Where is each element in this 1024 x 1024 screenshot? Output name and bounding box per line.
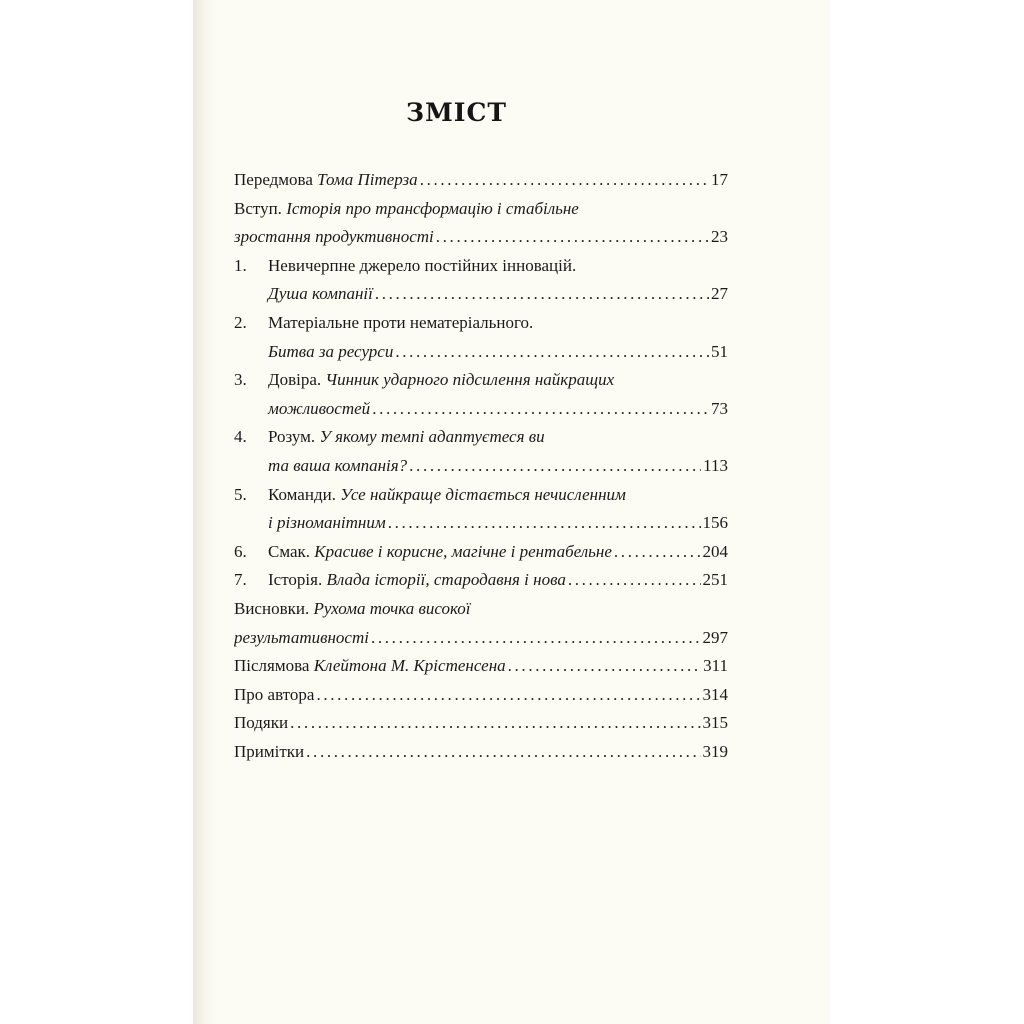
chapter-number: 6. bbox=[234, 541, 247, 561]
leader-dots bbox=[306, 738, 700, 767]
page-number: 51 bbox=[711, 341, 728, 361]
entry-main: Примітки bbox=[234, 741, 305, 761]
entry-italic: Чинник ударного підсилення найкращих bbox=[325, 370, 615, 390]
chapter-number: 3. bbox=[234, 370, 247, 390]
entry-main: Команди. bbox=[268, 484, 341, 504]
toc-entry-chapter-5-cont[interactable] bbox=[234, 509, 728, 538]
table-of-contents bbox=[234, 166, 728, 766]
page-number: 73 bbox=[711, 398, 728, 418]
page-number: 156 bbox=[702, 513, 728, 533]
leader-dots bbox=[371, 624, 701, 653]
entry-main: Вступ. bbox=[234, 198, 287, 218]
entry-main: Історія. bbox=[268, 570, 327, 590]
page-number: 311 bbox=[703, 656, 728, 676]
leader-dots bbox=[395, 338, 709, 367]
page-number: 27 bbox=[711, 284, 728, 304]
entry-main: Подяки bbox=[234, 713, 289, 733]
leader-dots bbox=[436, 223, 709, 252]
toc-entry-chapter-2[interactable] bbox=[234, 309, 728, 338]
toc-entry-chapter-5[interactable] bbox=[234, 481, 728, 510]
entry-italic: Клейтона М. Крістенсена bbox=[313, 656, 506, 676]
toc-entry-introduction[interactable] bbox=[234, 195, 728, 224]
chapter-number: 4. bbox=[234, 427, 247, 447]
page-number: 251 bbox=[702, 570, 728, 590]
leader-dots bbox=[375, 280, 709, 309]
entry-italic-cont: Душа компанії bbox=[268, 284, 373, 304]
entry-italic-cont: і різноманітним bbox=[268, 513, 386, 533]
page-number: 113 bbox=[703, 455, 728, 475]
chapter-number: 2. bbox=[234, 312, 247, 332]
toc-entry-chapter-2-cont[interactable] bbox=[234, 338, 728, 367]
leader-dots bbox=[409, 452, 701, 481]
book-page bbox=[193, 0, 830, 1024]
toc-entry-conclusions-cont[interactable] bbox=[234, 624, 728, 653]
entry-main: Довіра. bbox=[268, 370, 326, 390]
entry-italic: Усе найкраще дістається нечисленним bbox=[340, 484, 626, 504]
entry-main: Про автора bbox=[234, 684, 315, 704]
toc-entry-about-author[interactable] bbox=[234, 681, 728, 710]
toc-entry-afterword[interactable] bbox=[234, 652, 728, 681]
toc-entry-chapter-1[interactable] bbox=[234, 252, 728, 281]
page-number: 319 bbox=[702, 741, 728, 761]
toc-entry-chapter-4[interactable] bbox=[234, 423, 728, 452]
chapter-number: 5. bbox=[234, 484, 247, 504]
entry-main: Розум. bbox=[268, 427, 320, 447]
entry-main: Матеріальне проти нематеріального. bbox=[268, 312, 534, 332]
toc-entry-chapter-3[interactable] bbox=[234, 366, 728, 395]
entry-main: Передмова bbox=[234, 170, 318, 189]
toc-entry-chapter-6[interactable] bbox=[234, 538, 728, 567]
page-number: 314 bbox=[702, 684, 728, 704]
entry-italic-cont: та ваша компанія? bbox=[268, 455, 408, 475]
toc-entry-chapter-3-cont[interactable] bbox=[234, 395, 728, 424]
toc-entry-acknowledgments[interactable] bbox=[234, 709, 728, 738]
entry-italic: Історія про трансформацію і стабільне bbox=[286, 198, 579, 218]
toc-entry-chapter-4-cont[interactable] bbox=[234, 452, 728, 481]
entry-italic-cont: зростання продуктивності bbox=[234, 227, 434, 247]
page-number: 315 bbox=[702, 713, 728, 733]
page-number: 204 bbox=[702, 541, 728, 561]
chapter-number: 7. bbox=[234, 570, 247, 590]
entry-main: Смак. bbox=[268, 541, 315, 561]
page-number: 17 bbox=[711, 170, 728, 189]
leader-dots bbox=[508, 652, 702, 681]
page-title: ЗМІСТ bbox=[406, 98, 507, 127]
toc-entry-chapter-7[interactable] bbox=[234, 566, 728, 595]
entry-main: Висновки. bbox=[234, 598, 314, 618]
toc-entry-introduction-cont[interactable] bbox=[234, 223, 728, 252]
leader-dots bbox=[290, 709, 700, 738]
toc-entry-foreword[interactable] bbox=[234, 166, 728, 195]
entry-main: Післямова bbox=[234, 656, 314, 676]
leader-dots bbox=[372, 395, 709, 424]
leader-dots bbox=[420, 166, 709, 195]
leader-dots bbox=[614, 538, 701, 567]
entry-italic-cont: результативності bbox=[234, 627, 369, 647]
entry-italic-cont: Битва за ресурси bbox=[268, 341, 394, 361]
toc-entry-conclusions[interactable] bbox=[234, 595, 728, 624]
chapter-number: 1. bbox=[234, 255, 247, 275]
entry-italic: У якому темпі адаптуєтеся ви bbox=[319, 427, 545, 447]
toc-entry-chapter-1-cont[interactable] bbox=[234, 280, 728, 309]
entry-main: Невичерпне джерело постійних інновацій. bbox=[268, 255, 577, 275]
leader-dots bbox=[568, 566, 701, 595]
page-number: 297 bbox=[702, 627, 728, 647]
entry-italic: Влада історії, стародавня і нова bbox=[326, 570, 566, 590]
page-number: 23 bbox=[711, 227, 728, 247]
entry-italic-cont: можливостей bbox=[268, 398, 371, 418]
leader-dots bbox=[388, 509, 701, 538]
entry-italic: Тома Пітерза bbox=[317, 170, 418, 189]
toc-entry-notes[interactable] bbox=[234, 738, 728, 767]
entry-italic: Красиве і корисне, магічне і рентабельне bbox=[314, 541, 612, 561]
entry-italic: Рухома точка високої bbox=[313, 598, 471, 618]
leader-dots bbox=[316, 681, 700, 710]
